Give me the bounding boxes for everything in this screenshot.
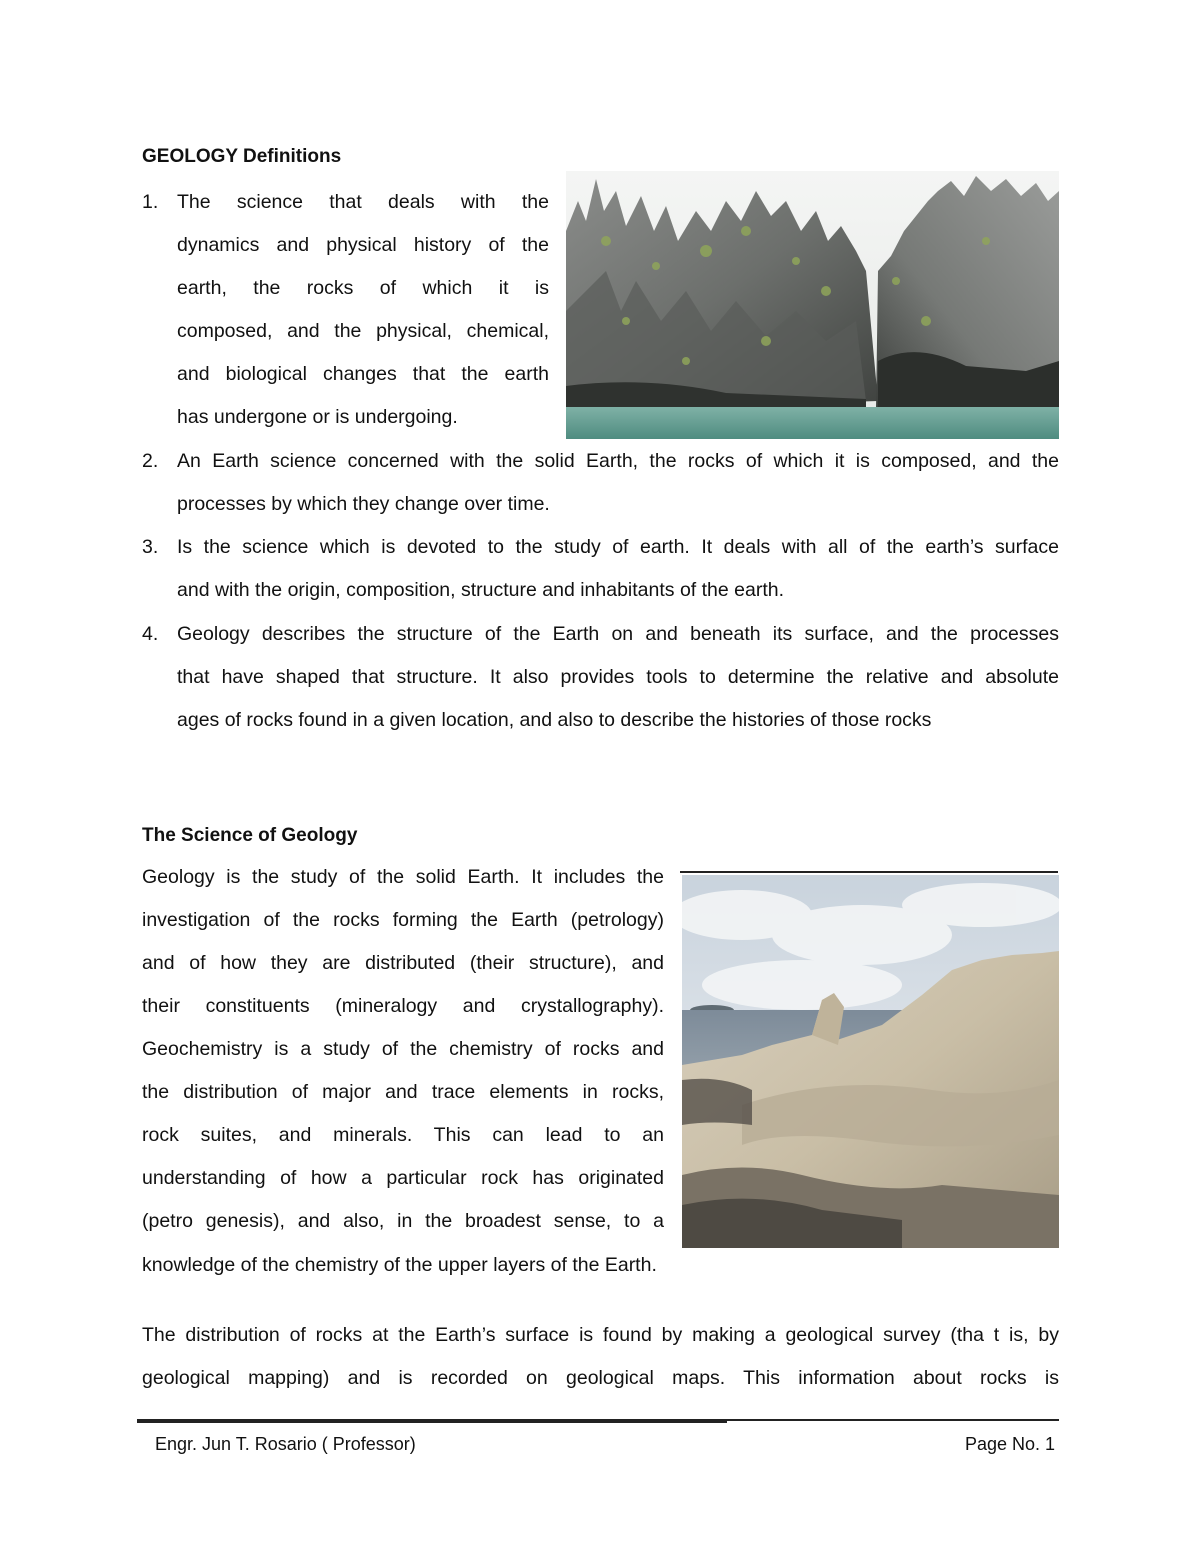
paragraph-line: their constituents (mineralogy and crystallography). — [142, 995, 664, 1017]
paragraph-line: The distribution of rocks at the Earth’s surface is found by making a geological survey (tha t is, by — [142, 1324, 1059, 1346]
paragraph-line: Geology is the study of the solid Earth. It includes the — [142, 866, 664, 888]
paragraph-line: knowledge of the chemistry of the upper layers of the Earth. — [142, 1254, 657, 1276]
list-number: 2. — [142, 450, 159, 472]
paragraph-line: Geochemistry is a study of the chemistry of rocks and — [142, 1038, 664, 1060]
list-item-line: composed, and the physical, chemical, — [177, 320, 549, 342]
list-number: 1. — [142, 191, 159, 213]
footer-author: Engr. Jun T. Rosario ( Professor) — [155, 1434, 416, 1454]
paragraph-line: understanding of how a particular rock has originated — [142, 1167, 664, 1189]
paragraph-line: the distribution of major and trace elements in rocks, — [142, 1081, 664, 1103]
list-item-line: processes by which they change over time. — [177, 493, 550, 515]
list-item-line: and with the origin, composition, structure and inhabitants of the earth. — [177, 579, 785, 601]
section-title-definitions: GEOLOGY Definitions — [142, 146, 342, 167]
sandstone-coast-photo — [682, 875, 1059, 1248]
list-number: 4. — [142, 623, 159, 645]
paragraph-line: (petro genesis), and also, in the broadest sense, to a — [142, 1210, 664, 1232]
list-item-line: earth, the rocks of which it is — [177, 277, 549, 299]
paragraph-line: geological mapping) and is recorded on geological maps. This information about rocks is — [142, 1367, 1059, 1389]
list-item-line: An Earth science concerned with the solid Earth, the rocks of which it is composed, and the — [177, 450, 1059, 472]
list-item-line: dynamics and physical history of the — [177, 234, 549, 256]
list-item-line: Is the science which is devoted to the study of earth. It deals with all of the earth’s surface — [177, 536, 1059, 558]
section-title-science-of-geology: The Science of Geology — [142, 825, 358, 846]
image-top-rule — [680, 871, 1058, 873]
list-item-line: Geology describes the structure of the Earth on and beneath its surface, and the processes — [177, 623, 1059, 645]
list-number: 3. — [142, 536, 159, 558]
footer-rule-thick — [137, 1421, 727, 1423]
limestone-cliffs-photo — [566, 171, 1059, 439]
list-item-line: The science that deals with the — [177, 191, 549, 213]
paragraph-line: investigation of the rocks forming the Earth (petrology) — [142, 909, 664, 931]
paragraph-line: rock suites, and minerals. This can lead to an — [142, 1124, 664, 1146]
list-item-line: ages of rocks found in a given location, and also to describe the histories of those rocks — [177, 709, 932, 731]
list-item-line: and biological changes that the earth — [177, 363, 549, 385]
paragraph-line: and of how they are distributed (their structure), and — [142, 952, 664, 974]
list-item-line: that have shaped that structure. It also provides tools to determine the relative and absolute — [177, 666, 1059, 688]
list-item-line: has undergone or is undergoing. — [177, 406, 458, 428]
footer-page-number: Page No. 1 — [965, 1434, 1056, 1454]
